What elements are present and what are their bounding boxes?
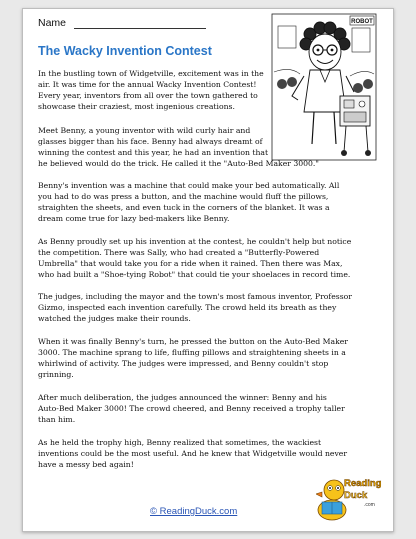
illustration-sign-text: ROBOT	[351, 19, 373, 25]
story-paragraph-3: Benny's invention was a machine that could make your bed automatically. All you had to do was press a button, and the machine would fluff the pillows, straighten the sheets, and even tuck in the corners of the blanket. It was a dream come true for lazy bed-makers like Benny.	[38, 181, 340, 224]
story-title: The Wacky Invention Contest	[38, 44, 212, 58]
story-paragraph-2: Meet Benny, a young inventor with wild curly hair and glasses bigger than his face. Benny had always dreamt of winning the contest and this year, he had an invention that he believed would do the trick. He called it the "Auto-Bed Maker 3000."	[38, 126, 319, 169]
name-field-row	[38, 17, 206, 29]
logo-text-duck: Duck	[344, 490, 368, 501]
readingduck-footer-link[interactable]: © ReadingDuck.com	[150, 506, 238, 517]
story-paragraph-8: As he held the trophy high, Benny realized that sometimes, the wackiest inventions could be the most useful. And he knew that Widgetville would never have a messy bed again!	[38, 438, 348, 470]
logo-text-com: .com	[364, 502, 375, 508]
story-paragraph-1: In the bustling town of Widgetville, excitement was in the air. It was time for the annual Wacky Invention Contest! Every year, inventors from all over the town gathered to showcase their craziest, most ingenious creations.	[38, 69, 264, 112]
name-label: Name	[38, 17, 67, 29]
story-paragraph-5: The judges, including the mayor and the town's most famous inventor, Professor Gizmo, inspected each invention carefully. The crowd held its breath as they watched the judges make their rounds.	[38, 292, 352, 324]
story-paragraph-6: When it was finally Benny's turn, he pressed the button on the Auto-Bed Maker 3000. The machine sprang to life, fluffing pillows and straightening sheets in a whirlwind of activity. The judges were impressed, and Benny couldn't stop grinning.	[38, 337, 348, 380]
logo-text-reading: Reading	[344, 478, 382, 489]
story-paragraph-4: As Benny proudly set up his invention at the contest, he couldn't help but notice the competition. There was Sally, who had created a "Butterfly-Powered Umbrella" that would take you for a ride when it rained. Then there was Max, who had built a "Shoe-tying Robot" that could tie your shoelaces in record time.	[38, 237, 352, 280]
story-paragraph-7: After much deliberation, the judges announced the winner: Benny and his Auto-Bed Maker 3000! The crowd cheered, and Benny received a trophy taller than him.	[38, 393, 345, 425]
name-line[interactable]	[74, 19, 206, 29]
